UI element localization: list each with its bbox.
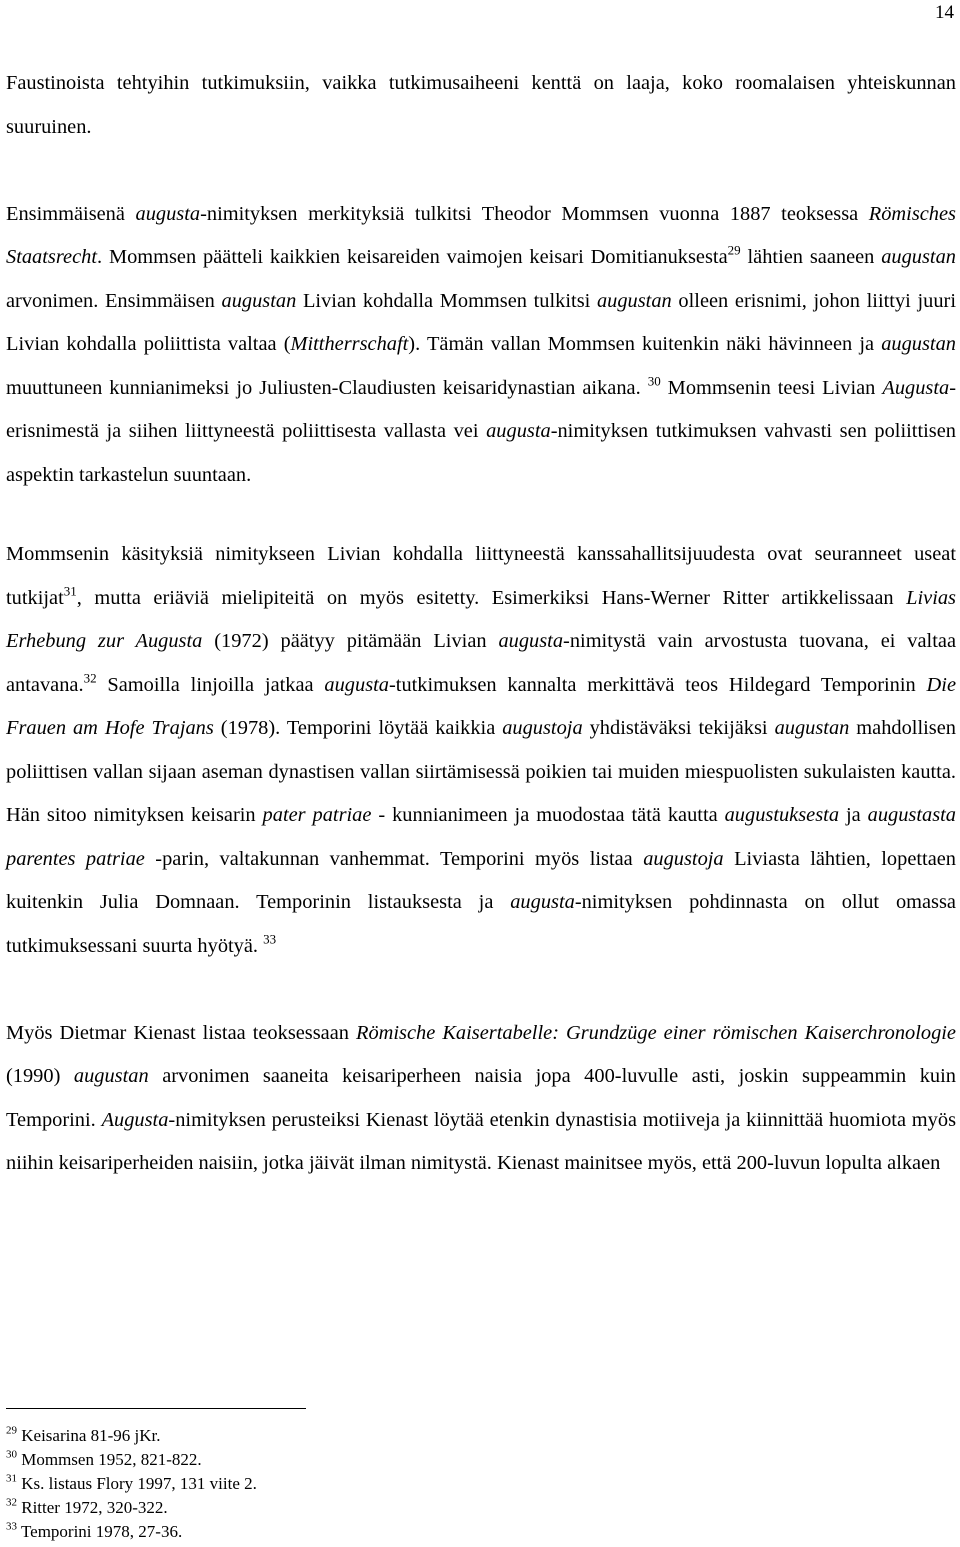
italic-text: augusta [498, 630, 564, 652]
footnote-text: Keisarina 81-96 jKr. [21, 1426, 161, 1445]
text-run: olleen erisnimi, johon liittyi juuri Livian kohdalla poliittista valtaa ( [6, 289, 956, 355]
italic-text: Augusta [101, 1108, 169, 1131]
footnote [6, 1472, 257, 1496]
text-run: Samoilla linjoilla jatkaa [96, 673, 325, 696]
page-number: 14 [935, 2, 954, 23]
italic-text: augustan [73, 1065, 149, 1087]
body-text [6, 62, 956, 1186]
text-run: . Mommsen päätteli kaikkien keisareiden vaimojen keisari Domitianuksesta [97, 246, 728, 268]
text-run: yhdistäväksi tekijäksi [582, 717, 775, 739]
text-run: Mommsenin teesi Livian [660, 376, 883, 399]
italic-text: pater patriae [262, 804, 372, 826]
text-run: -nimityksen perusteiksi Kienast löytää etenkin dynastisia motiiveja ja kiinnittää huomiota myös niihin keisariperheiden naisiin, jotka jäivät ilman nimitystä. Kienast mainitsee myös, että 200-luvun lopulta alkaen [6, 1108, 956, 1174]
footnote-number: 33 [6, 1520, 17, 1533]
footnote-number: 31 [6, 1472, 17, 1485]
footnote [6, 1496, 257, 1520]
italic-text: augustan [881, 333, 956, 355]
text-run: Livian kohdalla Mommsen tulkitsi [296, 289, 597, 312]
footnote-number: 32 [6, 1496, 17, 1509]
text-run: arvonimen. Ensimmäisen [6, 289, 222, 312]
footnote-reference: 29 [727, 242, 741, 258]
text-run: -erisnimestä ja siihen liittyneestä poliittisesta vallasta vei [6, 376, 956, 442]
italic-text: Mittherrschaft [290, 333, 409, 355]
italic-text: augustasta parentes patriae [6, 804, 956, 870]
paragraph [6, 193, 956, 498]
text-run: -tutkimuksen kannalta merkittävä teos Hildegard Temporinin [388, 673, 927, 696]
footnote-reference: 30 [647, 373, 661, 389]
text-run: muuttuneen kunnianimeksi jo Juliusten-Claudiusten keisaridynastian aikana. [6, 376, 648, 399]
text-run: , mutta eriäviä mielipiteitä on myös esitetty. Esimerkiksi Hans-Werner Ritter artikkelissaan [76, 586, 907, 609]
paragraph [6, 62, 956, 149]
footnote-separator [6, 1408, 306, 1409]
italic-text: Augusta [882, 376, 950, 399]
italic-text: augusta [510, 891, 575, 913]
paragraph [6, 533, 956, 968]
italic-text: augustan [596, 289, 672, 312]
text-run: -nimitystä vain arvostusta tuovana, ei valtaa antavana. [6, 630, 956, 696]
footnote [6, 1448, 257, 1472]
italic-text: augusta [135, 202, 201, 225]
text-run: Myös Dietmar Kienast listaa teoksessaan [6, 1021, 357, 1044]
footnote-text: Mommsen 1952, 821-822. [21, 1450, 202, 1469]
italic-text: Römische Kaisertabelle: Grundzüge einer römischen Kaiserchronologie [356, 1021, 956, 1044]
italic-text: augustan [774, 717, 850, 739]
italic-text: augusta [324, 673, 389, 696]
text-run: -nimityksen tutkimuksen vahvasti sen poliittisen aspektin tarkastelun suuntaan. [6, 420, 956, 486]
italic-text: augusta [486, 420, 551, 442]
text-run: -nimityksen pohdinnasta on ollut omassa tutkimuksessani suurta hyötyä. [6, 891, 956, 957]
text-run: lähtien saaneen [740, 246, 882, 268]
footnote-number: 29 [6, 1424, 17, 1437]
italic-text: Die Frauen am Hofe Trajans [6, 673, 956, 739]
text-run: Faustinoista tehtyihin tutkimuksiin, vaikka tutkimusaiheeni kenttä on laaja, koko roomalaisen yhteiskunnan suuruinen. [6, 72, 956, 138]
text-run: mahdollisen poliittisen vallan sijaan aseman dynastisen vallan siirtämisessä poikien tai muiden miespuolisten sukulaisten kautta. Hän sitoo nimityksen keisarin [6, 717, 956, 826]
text-run: -parin, valtakunnan vanhemmat. Temporini myös listaa [144, 847, 644, 870]
footnote [6, 1520, 257, 1544]
text-run: ja [839, 804, 868, 826]
italic-text: Livias Erhebung zur Augusta [6, 586, 956, 652]
text-run: (1972) päätyy pitämään Livian [202, 630, 499, 652]
footnote-text: Ks. listaus Flory 1997, 131 viite 2. [21, 1474, 257, 1493]
italic-text: Römisches Staatsrecht [6, 202, 956, 268]
footnote-reference: 32 [83, 670, 97, 686]
italic-text: augustan [221, 289, 297, 312]
footnote-text: Temporini 1978, 27-36. [20, 1522, 183, 1541]
text-run: -nimityksen merkityksiä tulkitsi Theodor Mommsen vuonna 1887 teoksessa [200, 202, 869, 225]
text-run: Liviasta lähtien, lopettaen kuitenkin Julia Domnaan. Temporinin listauksesta ja [6, 847, 956, 913]
italic-text: augustuksesta [724, 804, 840, 826]
text-run: arvonimen saaneita keisariperheen naisia jopa 400-luvulle asti, joskin suppeammin kuin Temporini. [6, 1065, 956, 1131]
italic-text: augustan [881, 246, 956, 268]
text-run: (1990) [6, 1065, 74, 1087]
footnote [6, 1424, 257, 1448]
text-run: Ensimmäisenä [6, 202, 136, 225]
footnote-reference: 31 [63, 583, 77, 599]
italic-text: augustoja [643, 847, 724, 870]
footnotes [6, 1424, 257, 1544]
footnote-text: Ritter 1972, 320-322. [21, 1498, 168, 1517]
text-run: - kunnianimeen ja muodostaa tätä kautta [371, 804, 725, 826]
text-run: (1978). Temporini löytää kaikkia [213, 717, 503, 739]
footnote-reference: 33 [263, 931, 277, 947]
text-run: ). Tämän vallan Mommsen kuitenkin näki hävinneen ja [408, 333, 882, 355]
paragraph [6, 1012, 956, 1186]
footnote-number: 30 [6, 1448, 17, 1461]
text-run: Mommsenin käsityksiä nimitykseen Livian kohdalla liittyneestä kanssahallitsijuudesta ovat seuranneet useat tutkijat [6, 543, 956, 609]
italic-text: augustoja [502, 717, 583, 739]
